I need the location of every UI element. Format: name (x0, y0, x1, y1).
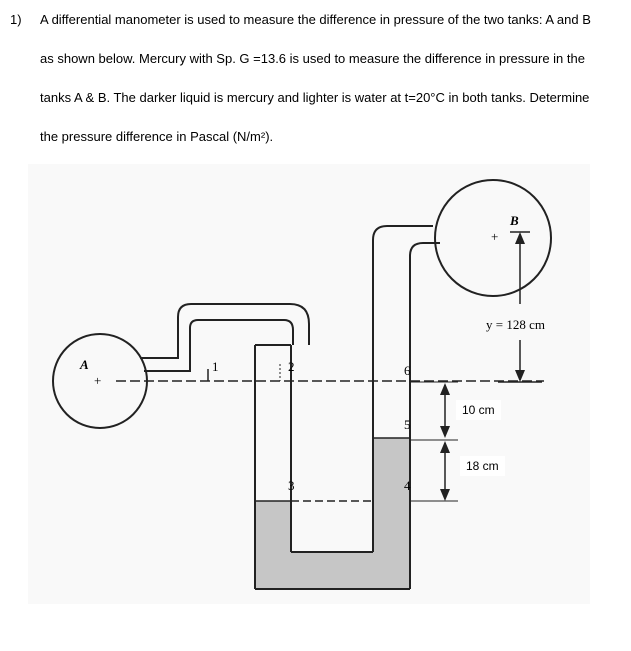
point-6-label: 6 (404, 363, 411, 378)
dim-18-arrow-top (440, 441, 450, 453)
problem-line-1: A differential manometer is used to measure the difference in pressure of the two tanks: A and B (40, 12, 591, 27)
point-2-label: 2 (288, 359, 295, 374)
point-4-label: 4 (404, 478, 411, 493)
problem-line-2: as shown below. Mercury with Sp. G =13.6 is used to measure the difference in pressure in the (40, 51, 585, 66)
y-dim-arrow-top (515, 232, 525, 244)
problem-number: 1) (10, 12, 22, 27)
y-dimension-label: y = 128 cm (486, 317, 545, 332)
point-3-label: 3 (288, 478, 295, 493)
dim-10-arrow-bottom (440, 426, 450, 438)
y-dim-arrow-bottom (515, 370, 525, 382)
tank-b-plus: + (491, 229, 499, 244)
dim-18-arrow-bottom (440, 489, 450, 501)
tube-a-outer (140, 304, 309, 358)
problem-line-3: tanks A & B. The darker liquid is mercury and lighter is water at t=20°C in both tanks. Determine (40, 90, 590, 105)
point-5-label: 5 (404, 417, 411, 432)
dim-18cm-label: 18 cm (460, 456, 505, 476)
tank-a-plus: + (94, 373, 102, 388)
tube-outline (53, 180, 551, 589)
tank-b-label: B (510, 213, 519, 228)
dim-10cm-label: 10 cm (456, 400, 501, 420)
point-1-label: 1 (212, 359, 219, 374)
mercury-right-leg (373, 438, 410, 589)
problem-line-4: the pressure difference in Pascal (N/m²). (40, 129, 274, 144)
u-right-outer (410, 243, 440, 589)
tank-a-label: A (80, 357, 89, 372)
manometer-diagram (28, 164, 590, 604)
dim-10-arrow-top (440, 383, 450, 395)
manometer-figure (28, 164, 590, 604)
